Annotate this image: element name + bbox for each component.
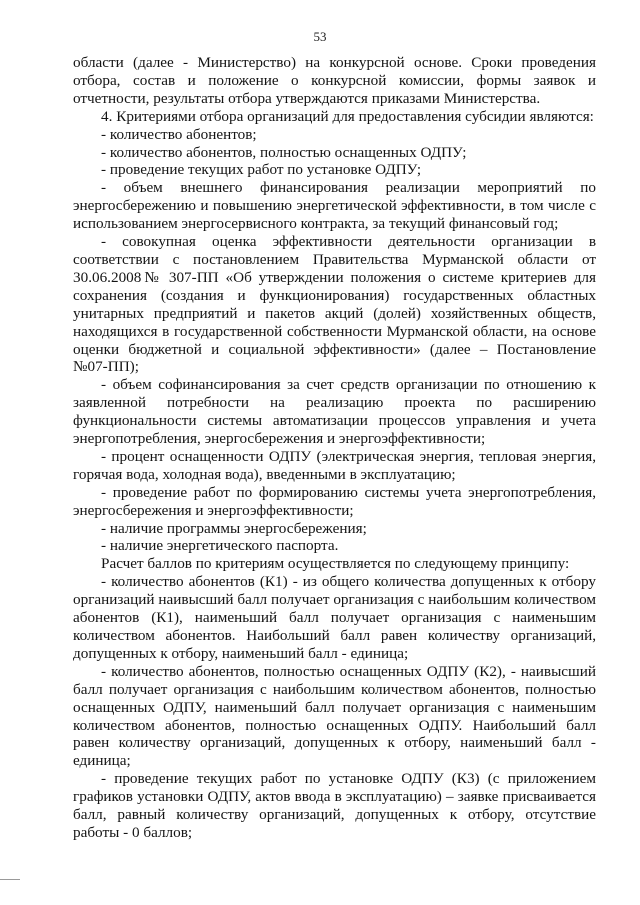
document-body	[73, 54, 596, 842]
paragraph: области (далее - Министерство) на конкурсной основе. Сроки проведения отбора, состав и положение о конкурсной комиссии, формы заявок и отчетности, результаты отбора утверждаются приказами Министерства.	[73, 54, 596, 107]
list-item: - наличие энергетического паспорта.	[101, 537, 339, 555]
list-item: - проведение работ по формированию системы учета энергопотребления, энергосбережения и энергоэффективности;	[73, 483, 596, 519]
page-number: 53	[313, 29, 327, 44]
paragraph: 4. Критериями отбора организаций для предоставления субсидии являются:	[101, 107, 594, 125]
scan-edge-mark	[0, 879, 20, 880]
paragraph: Расчет баллов по критериям осуществляется по следующему принципу:	[101, 555, 570, 573]
list-item: - процент оснащенности ОДПУ (электрическая энергия, тепловая энергия, горячая вода, холодная вода), введенными в эксплуатацию;	[73, 447, 596, 483]
list-item: - количество абонентов, полностью оснащенных ОДПУ;	[101, 143, 467, 161]
list-item: - наличие программы энергосбережения;	[101, 519, 367, 537]
list-item: - совокупная оценка эффективности деятельности организации в соответствии с постановлением Правительства Мурманской области от 30.06.2008№ 307-ПП «Об утверждении положения о системе критериев для сохранения (создания и функционирования) государственных областных унитарных предприятий и пакетов акций (долей) хозяйственных обществ, находящихся в государственной собственности Мурманской области, на основе оценки бюджетной и социальной эффективности» (далее – Постановление №07-ПП);	[73, 233, 596, 376]
list-item: - проведение текущих работ по установке ОДПУ (К3) (с приложением графиков установки ОДПУ, актов ввода в эксплуатацию) – заявке присваивается балл, равный количеству организаций, допущенных к отбору, отсутствие работы - 0 баллов;	[73, 770, 596, 841]
list-item: - количество абонентов (К1) - из общего количества допущенных к отбору организаций наивысший балл получает организация с наибольшим количеством абонентов (К1), наименьший балл получает организация с наименьшим количеством абонентов. Наибольший балл равен количеству организаций, допущенных к отбору, наименьший балл - единица;	[73, 573, 596, 662]
list-item: - объем софинансирования за счет средств организации по отношению к заявленной потребности на реализацию проекта по расширению функциональности системы автоматизации процессов управления и учета энергопотребления, энергосбережения и энергоэффективности;	[73, 376, 596, 448]
list-item: - количество абонентов, полностью оснащенных ОДПУ (К2), - наивысший балл получает организация с наибольшим количеством абонентов, полностью оснащенных ОДПУ, наименьший балл получает организация с наименьшим количеством абонентов, полностью оснащенных ОДПУ. Наибольший балл равен количеству организаций, допущенных к отбору, наименьший балл - единица;	[73, 662, 596, 770]
list-item: - количество абонентов;	[101, 125, 257, 143]
list-item: - проведение текущих работ по установке ОДПУ;	[101, 161, 422, 179]
list-item: - объем внешнего финансирования реализации мероприятий по энергосбережению и повышению энергетической эффективности, в том числе с использованием энергосервисного контракта, за текущий финансовый год;	[73, 179, 596, 233]
